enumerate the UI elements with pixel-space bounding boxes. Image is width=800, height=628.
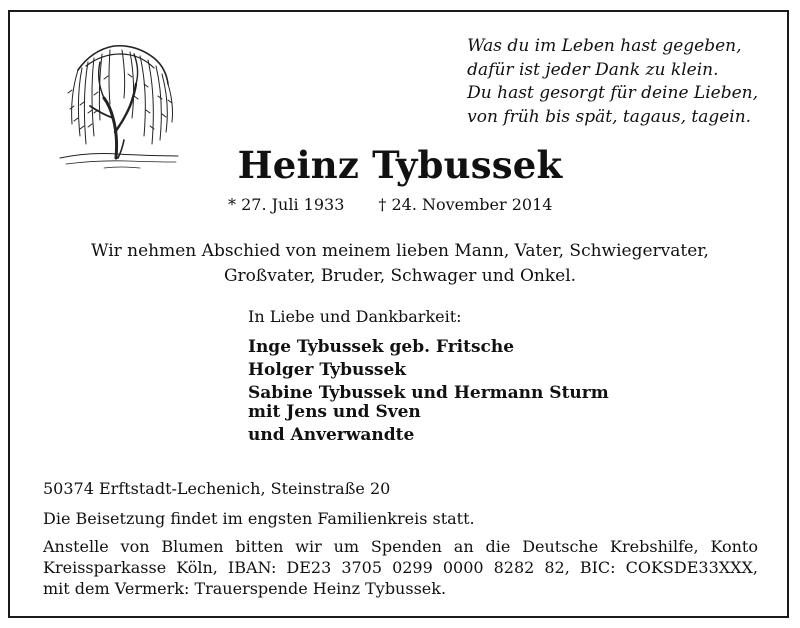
farewell-text [0,239,800,289]
mourner-name: Sabine Tybussek und Hermann Sturm [248,383,609,403]
mourner-name: und Anverwandte [248,425,415,445]
death-date: † 24. November 2014 [378,195,553,214]
farewell-line: Wir nehmen Abschied von meinem lieben Mann, Vater, Schwiegervater, [91,241,709,261]
poem [467,35,758,129]
donation-line: Kreissparkasse Köln, IBAN: DE23 3705 0299 0000 8282 82, BIC: COKSDE33XXX, [43,558,758,577]
donation-line: mit dem Vermerk: Trauerspende Heinz Tybussek. [43,579,447,598]
mourner-name: Inge Tybussek geb. Fritsche [248,337,515,357]
poem-line: Was du im Leben hast gegeben, [467,36,742,56]
poem-line: von früh bis spät, tagaus, tagein. [467,106,752,127]
mourner-name: mit Jens und Sven [248,402,421,422]
donation-line: Anstelle von Blumen bitten wir um Spenden an die Deutsche Krebshilfe, Konto [43,537,758,556]
mourners-heading: In Liebe und Dankbarkeit: [248,307,462,326]
mourner-name: Holger Tybussek [248,360,407,380]
poem-line: Du hast gesorgt für deine Lieben, [467,83,758,103]
deceased-name: Heinz Tybussek [237,143,563,187]
address: 50374 Erftstadt-Lechenich, Steinstraße 20 [43,479,391,498]
poem-line: dafür ist jeder Dank zu klein. [467,59,719,80]
life-dates [228,195,552,214]
mourners-list [248,336,609,447]
donation-note [43,536,758,599]
birth-date: * 27. Juli 1933 [228,195,345,214]
burial-note: Die Beisetzung findet im engsten Familienkreis statt. [43,509,475,528]
farewell-line: Großvater, Bruder, Schwager und Onkel. [223,266,577,286]
